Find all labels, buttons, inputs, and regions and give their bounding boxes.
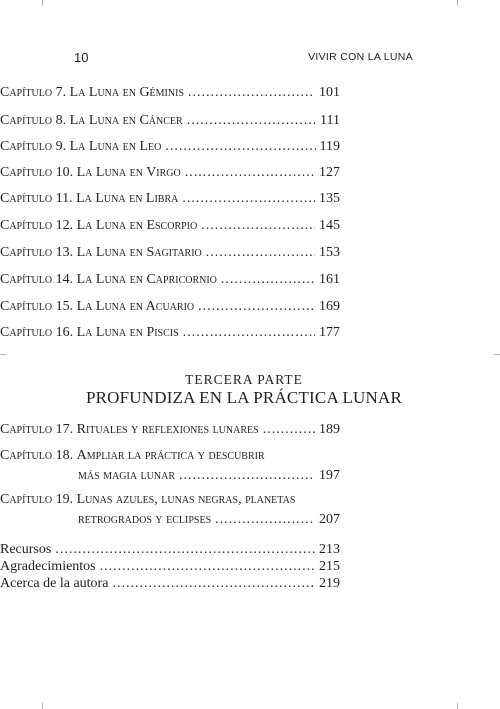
- leader-dots: [198, 298, 315, 316]
- page-ref: 197: [319, 468, 340, 483]
- crop-mark: [457, 0, 458, 6]
- page-ref: 119: [319, 139, 340, 154]
- toc-entry: [0, 244, 340, 262]
- page-ref: 111: [320, 113, 340, 128]
- crop-mark: [0, 354, 6, 355]
- chapter-title: La Luna en Capricornio: [76, 272, 217, 287]
- section-title: Acerca de la autora: [0, 576, 109, 591]
- section-title: Agradecimientos: [0, 559, 96, 574]
- chapter-title: La Luna en Libra: [76, 191, 179, 206]
- chapter-title-continued: más magia lunar: [78, 468, 176, 483]
- toc-entry: [0, 217, 340, 235]
- running-head: VIVIR CON LA LUNA: [308, 51, 413, 63]
- toc-entry: [0, 511, 340, 529]
- leader-dots: [215, 511, 315, 529]
- leader-dots: [263, 421, 315, 439]
- toc-entry: [0, 541, 340, 559]
- chapter-title: La Luna en Cáncer: [69, 113, 183, 128]
- leader-dots: [206, 244, 315, 262]
- chapter-title: La Luna en Virgo: [76, 165, 181, 180]
- leader-dots: [100, 558, 315, 576]
- toc-entry: [0, 324, 340, 342]
- toc-entry: [0, 84, 340, 102]
- chapter-number: Capítulo 14.: [0, 272, 74, 287]
- leader-dots: [187, 112, 316, 130]
- chapter-number: Capítulo 17.: [0, 422, 74, 437]
- toc-entry: [0, 138, 340, 156]
- page-ref: 219: [319, 576, 340, 591]
- toc-entry: [0, 575, 340, 593]
- leader-dots: [179, 467, 315, 485]
- section-title: Recursos: [0, 542, 52, 557]
- page-ref: 189: [319, 422, 340, 437]
- chapter-title: La Luna en Géminis: [69, 85, 184, 100]
- page-ref: 135: [319, 191, 340, 206]
- chapter-title: Rituales y reflexiones lunares: [76, 422, 259, 437]
- leader-dots: [165, 138, 315, 156]
- chapter-title: La Luna en Piscis: [76, 325, 179, 340]
- crop-mark: [42, 703, 43, 709]
- chapter-title: Lunas azules, lunas negras, planetas: [76, 492, 296, 507]
- leader-dots: [201, 217, 315, 235]
- chapter-number: Capítulo 7.: [0, 85, 67, 100]
- chapter-number: Capítulo 16.: [0, 325, 74, 340]
- chapter-title: La Luna en Sagitario: [76, 245, 202, 260]
- chapter-title: La Luna en Escorpio: [76, 218, 198, 233]
- leader-dots: [183, 324, 315, 342]
- chapter-title: La Luna en Acuario: [76, 299, 195, 314]
- chapter-number: Capítulo 15.: [0, 299, 74, 314]
- page-ref: 145: [319, 218, 340, 233]
- part-title: PROFUNDIZA EN LA PRÁCTICA LUNAR: [85, 388, 402, 407]
- leader-dots: [112, 575, 315, 593]
- toc-entry: [0, 558, 340, 576]
- toc-entry: [0, 271, 340, 289]
- toc-entry: [0, 467, 340, 485]
- chapter-number: Capítulo 13.: [0, 245, 74, 260]
- chapter-title: La Luna en Leo: [69, 139, 162, 154]
- toc-entry: [0, 164, 340, 182]
- toc-entry-line: [0, 447, 340, 465]
- chapter-number: Capítulo 12.: [0, 218, 74, 233]
- page-ref: 101: [319, 85, 340, 100]
- page-number: 10: [74, 50, 89, 65]
- toc-entry: [0, 112, 340, 130]
- chapter-number: Capítulo 18.: [0, 448, 74, 463]
- chapter-number: Capítulo 19.: [0, 492, 74, 507]
- crop-mark: [457, 703, 458, 709]
- toc-entry: [0, 190, 340, 208]
- leader-dots: [221, 271, 315, 289]
- crop-mark: [42, 0, 43, 6]
- leader-dots: [188, 84, 315, 102]
- page-ref: 153: [319, 245, 340, 260]
- chapter-title: Ampliar la práctica y descubrir: [76, 448, 265, 463]
- chapter-title-continued: retrogrados y eclipses: [78, 512, 212, 527]
- page-ref: 215: [319, 559, 340, 574]
- page-ref: 213: [319, 542, 340, 557]
- chapter-number: Capítulo 10.: [0, 165, 74, 180]
- page-ref: 161: [319, 272, 340, 287]
- page-ref: 127: [319, 165, 340, 180]
- leader-dots: [55, 541, 315, 559]
- chapter-number: Capítulo 9.: [0, 139, 67, 154]
- toc-entry: [0, 298, 340, 316]
- page-ref: 177: [319, 325, 340, 340]
- page-header: [74, 50, 413, 68]
- toc-entry: [0, 421, 340, 439]
- leader-dots: [185, 164, 315, 182]
- chapter-number: Capítulo 8.: [0, 113, 67, 128]
- page-ref: 169: [319, 299, 340, 314]
- toc-entry-line: [0, 491, 340, 509]
- page-ref: 207: [319, 512, 340, 527]
- crop-mark: [494, 354, 500, 355]
- chapter-number: Capítulo 11.: [0, 191, 73, 206]
- leader-dots: [182, 190, 315, 208]
- part-label: TERCERA PARTE: [185, 372, 303, 387]
